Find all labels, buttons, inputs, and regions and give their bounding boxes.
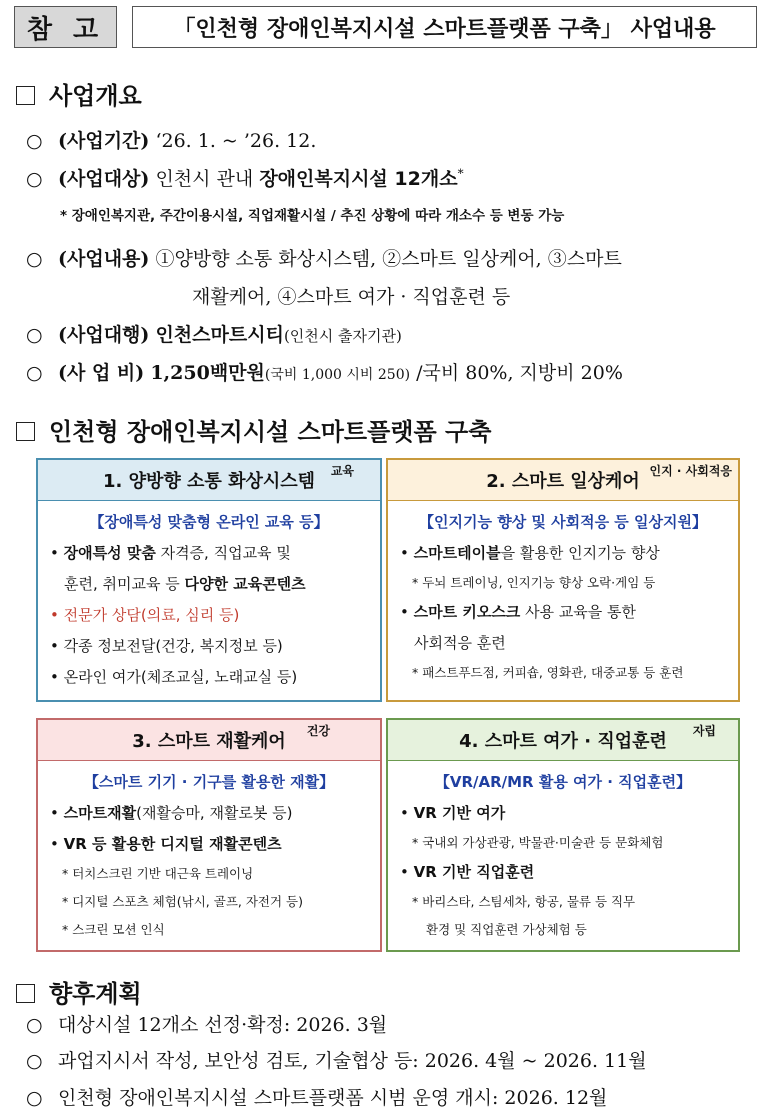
card-item — [38, 829, 380, 860]
row-label: (사업대행) — [58, 324, 150, 346]
item-bold: VR 기반 직업훈련 — [413, 863, 535, 881]
circle-bullet-icon: ○ — [26, 168, 43, 190]
card-daily-care — [386, 458, 740, 702]
item-bold: VR 등 활용한 디지털 재활콘텐츠 — [63, 835, 282, 853]
circle-bullet-icon: ○ — [26, 1014, 43, 1036]
row-value-bold: 장애인복지시설 12개소 — [259, 168, 458, 190]
card-item — [38, 662, 380, 693]
item-text: 전문가 상담(의료, 심리 등) — [63, 606, 240, 624]
plan-row — [26, 1046, 647, 1073]
card-item — [38, 538, 380, 569]
bullet-icon: • — [400, 804, 409, 822]
document-title: 「인천형 장애인복지시설 스마트플랫폼 구축」 사업내용 — [132, 6, 757, 48]
target-row — [26, 164, 464, 191]
reference-badge: 참 고 — [14, 6, 117, 48]
card-item — [38, 631, 380, 662]
card-leisure-training — [386, 718, 740, 952]
item-bold: 스마트재활 — [63, 804, 137, 822]
circle-bullet-icon: ○ — [26, 248, 43, 270]
card-note: * 터치스크린 기반 대근육 트레이닝 — [62, 866, 254, 881]
card-item — [388, 538, 738, 569]
card-note: * 국내외 가상관광, 박물관·미술관 등 문화체험 — [412, 835, 664, 850]
circle-bullet-icon: ○ — [26, 1050, 43, 1072]
plan-text: 인천형 장애인복지시설 스마트플랫폼 시범 운영 개시: 2026. 12월 — [58, 1087, 608, 1109]
card-note-cont: 환경 및 직업훈련 가상체험 등 — [426, 922, 587, 937]
card-title: 2. 스마트 일상케어 — [486, 471, 640, 492]
card-note: * 스크린 모션 인식 — [62, 922, 165, 937]
square-bullet-icon — [16, 422, 35, 441]
card-item — [38, 600, 380, 631]
card-video-system — [36, 458, 382, 702]
square-bullet-icon — [16, 86, 35, 105]
card-tag: 인지 · 사회적응 — [649, 464, 732, 478]
row-label: (사업내용) — [58, 248, 150, 270]
plan-row — [26, 1010, 387, 1037]
item-bold: 스마트 키오스크 — [413, 603, 521, 621]
plan-heading-text: 향후계획 — [49, 980, 142, 1008]
bullet-icon: • — [50, 544, 59, 562]
card-tag: 교육 — [330, 464, 354, 478]
bullet-icon: • — [400, 544, 409, 562]
row-value-small: (국비 1,000 시비 250) — [264, 367, 411, 383]
row-value: ‘26. 1. ~ ’26. 12. — [155, 130, 317, 152]
card-header — [388, 720, 738, 761]
card-body — [388, 501, 738, 687]
item-text: 각종 정보전달(건강, 복지정보 등) — [63, 637, 283, 655]
bullet-icon: • — [50, 835, 59, 853]
row-label: (사업대상) — [58, 168, 150, 190]
card-note: * 바리스타, 스팀세차, 항공, 물류 등 직무 — [412, 894, 636, 909]
overview-heading — [16, 76, 142, 111]
card-item — [388, 798, 738, 829]
card-title: 1. 양방향 소통 화상시스템 — [102, 471, 316, 492]
card-item — [388, 857, 738, 888]
item-bold: VR 기반 여가 — [413, 804, 506, 822]
row-label: (사 업 비) — [58, 362, 145, 384]
row-value: ①양방향 소통 화상시스템, ②스마트 일상케어, ③스마트 — [155, 248, 622, 270]
row-label: (사업기간) — [58, 130, 150, 152]
item-text: 을 활용한 인지기능 향상 — [500, 544, 660, 562]
content-row-cont: 재활케어, ④스마트 여가 · 직업훈련 등 — [192, 286, 511, 308]
card-body — [38, 761, 380, 944]
card-item — [38, 798, 380, 829]
platform-heading — [16, 412, 491, 447]
row-value: 인천시 관내 — [155, 168, 260, 190]
platform-heading-text: 인천형 장애인복지시설 스마트플랫폼 구축 — [49, 418, 492, 446]
row-value-bold: 1,250백만원 — [150, 362, 265, 384]
item-text: 훈련, 취미교육 등 — [64, 575, 185, 593]
card-title: 4. 스마트 여가 · 직업훈련 — [459, 731, 667, 752]
item-text: (재활승마, 재활로봇 등) — [136, 804, 293, 822]
card-body — [38, 501, 380, 693]
card-header — [38, 460, 380, 501]
card-note: * 패스트푸드점, 커피숍, 영화관, 대중교통 등 훈련 — [412, 665, 684, 680]
card-subtitle: 【VR/AR/MR 활용 여가 · 직업훈련】 — [434, 773, 692, 791]
circle-bullet-icon: ○ — [26, 1087, 43, 1109]
bullet-icon: • — [50, 637, 59, 655]
target-note: * 장애인복지관, 주간이용시설, 직업재활시설 / 추진 상황에 따라 개소수 등 변동 가능 — [60, 208, 565, 224]
period-row — [26, 126, 316, 153]
card-rehab-care — [36, 718, 382, 952]
bullet-icon: • — [50, 668, 59, 686]
card-subtitle: 【스마트 기기 · 기구를 활용한 재활】 — [83, 773, 335, 791]
overview-heading-text: 사업개요 — [49, 82, 142, 110]
circle-bullet-icon: ○ — [26, 362, 43, 384]
item-bold: 스마트테이블 — [413, 544, 501, 562]
row-value: /국비 80%, 지방비 20% — [410, 362, 623, 384]
footnote-marker: * — [457, 166, 464, 181]
card-header — [38, 720, 380, 761]
plan-text: 과업지시서 작성, 보안성 검토, 기술협상 등: 2026. 4월 ~ 2026. 11월 — [58, 1050, 647, 1072]
item-bold: 다양한 교육콘텐츠 — [184, 575, 306, 593]
card-title: 3. 스마트 재활케어 — [132, 731, 286, 752]
card-body — [388, 761, 738, 944]
item-bold: 장애특성 맞춤 — [63, 544, 156, 562]
content-row — [26, 244, 622, 271]
card-note: * 두뇌 트레이닝, 인지기능 향상 오락·게임 등 — [412, 575, 656, 590]
bullet-icon: • — [400, 863, 409, 881]
bullet-icon: • — [50, 606, 59, 624]
card-subtitle: 【인지기능 향상 및 사회적응 등 일상지원】 — [419, 513, 707, 531]
circle-bullet-icon: ○ — [26, 130, 43, 152]
card-tag: 자립 — [692, 724, 716, 738]
bullet-icon: • — [50, 804, 59, 822]
row-value-bold: 인천스마트시티 — [155, 324, 284, 346]
item-text: 온라인 여가(체조교실, 노래교실 등) — [63, 668, 298, 686]
plan-row — [26, 1083, 607, 1110]
card-tag: 건강 — [306, 724, 330, 738]
plan-heading — [16, 974, 142, 1009]
item-text: 사용 교육을 통한 — [520, 603, 637, 621]
circle-bullet-icon: ○ — [26, 324, 43, 346]
card-item-cont: 사회적응 훈련 — [414, 634, 506, 652]
card-item-cont — [38, 569, 380, 600]
card-note: * 디지털 스포츠 체험(낚시, 골프, 자전거 등) — [62, 894, 303, 909]
square-bullet-icon — [16, 984, 35, 1003]
card-subtitle: 【장애특성 맞춤형 온라인 교육 등】 — [89, 513, 329, 531]
card-header — [388, 460, 738, 501]
budget-row — [26, 358, 623, 385]
agency-row — [26, 320, 402, 347]
card-item — [388, 597, 738, 628]
item-text: 자격증, 직업교육 및 — [155, 544, 291, 562]
bullet-icon: • — [400, 603, 409, 621]
row-value-small: (인천시 출자기관) — [283, 327, 402, 345]
plan-text: 대상시설 12개소 선정·확정: 2026. 3월 — [58, 1014, 388, 1036]
